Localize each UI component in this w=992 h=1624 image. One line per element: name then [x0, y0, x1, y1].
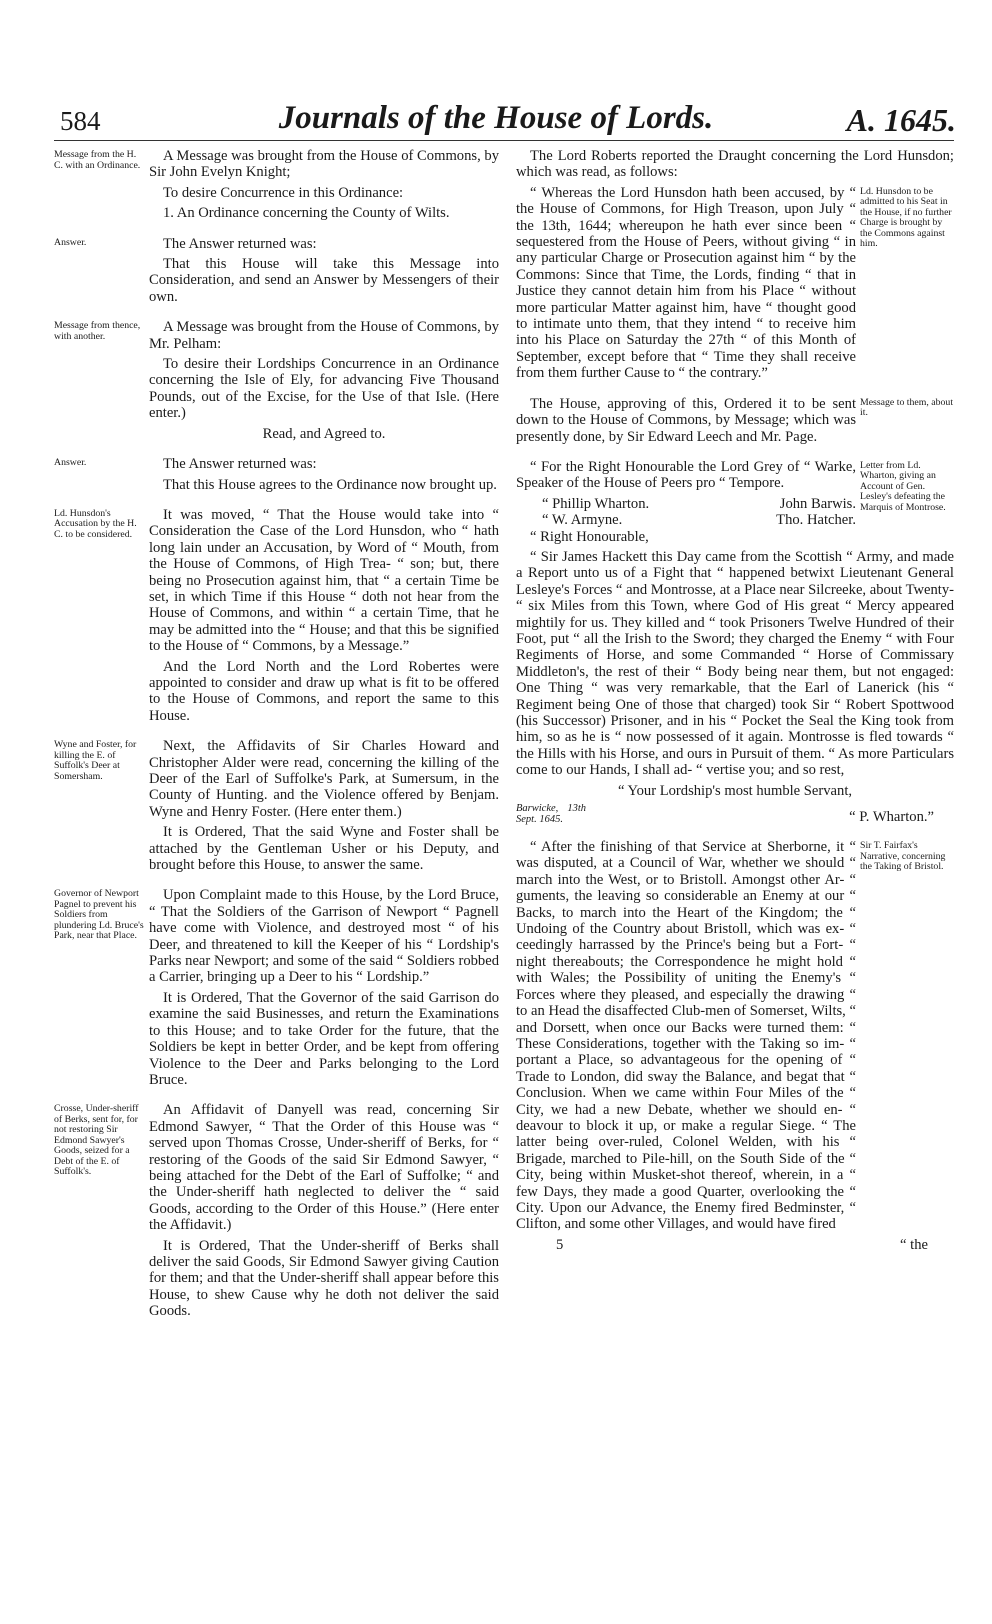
- letter-address: “ For the Right Honourable the Lord Grey of “ Warke, Speaker of the House of Peers pro “ Tempore.: [516, 458, 856, 492]
- signer: “ W. Armyne.: [542, 512, 623, 529]
- margin-note: Message from thence, with another.: [54, 320, 141, 342]
- paragraph: “ After the finishing of that Service at Sherborne, it “ was disputed, at a Council of War, whether we should “ march into the West, or to Bristoll. Amongst other Ar- “ guments, the leaving so considerable an Enemy at our “ Backs, to march into the Heart of the Kingdom; the “ Undoing of the Country about Bristoll, which was ex- “ ceedingly harrassed by the Prince's being but a Fort- “ night thereabouts; the Correspondence he might hold “ with Wales; the Possibility of uniting the Enemy's “ Forces where they pleased, and especially the drawing “ to an Head the disaffected Club-men of Somerset, Wilts, “ and Dorsett, when once our Backs were turned them: “ These Considerations, together with the Taking so im- “ portant a Place, so advantageous for the opening of “ Trade to London, did sway the Balance, and begat that “ Conclusion. When we came within Four Miles of the “ City, we had a new Debate, whether we should en- “ deavour to block it up, or make a regular Siege. “ The latter being over-ruled, Colonel Welden, with his “ Brigade, marched to Pile-hill, on the South Side of the “ City, being within Musket-shot thereof, wherein, in a “ few Days, they made a good Quarter, overlooking the “ City. Upon our Advance, the Enemy fired Bedminster, “ Clifton, and some other Villages, and would have fired: [516, 839, 856, 1233]
- catchword: “ the: [900, 1236, 928, 1253]
- paragraph: That this House will take this Message into Consideration, and send an Answer by Messengers of their own.: [149, 256, 499, 305]
- paragraph: To desire their Lordships Concurrence in an Ordinance concerning the Isle of Ely, for advancing Five Thousand Pounds, out of the Excise, for the Use of that Isle. (Here enter.): [149, 356, 499, 422]
- entry-wilts-message: [54, 148, 499, 222]
- letter-salutation: “ Right Honourable,: [530, 528, 649, 545]
- header-rule: [54, 140, 954, 141]
- margin-note: Sir T. Fairfax's Narrative, concerning the Taking of Bristol.: [860, 840, 946, 873]
- margin-note: Answer.: [54, 236, 87, 248]
- paragraph: That this House agrees to the Ordinance now brought up.: [163, 476, 497, 493]
- paragraph: Read, and Agreed to.: [262, 425, 386, 442]
- page-foot: [516, 1237, 954, 1253]
- entry-hunsdon-draught: [516, 185, 954, 382]
- running-year: A. 1645.: [846, 102, 956, 138]
- margin-note: Governor of Newport Pagnel to prevent his Soldiers from plundering Ld. Bruce's Park, near that Place.: [54, 888, 144, 942]
- paragraph: 1. An Ordinance concerning the County of Wilts.: [163, 205, 450, 222]
- margin-note: Message to them, about it.: [860, 396, 954, 419]
- signature: “ P. Wharton.”: [849, 808, 934, 825]
- paragraph: And the Lord North and the Lord Robertes were appointed to consider and draw up what is fit to be offered to the House of Commons, and report the same to this House.: [149, 658, 499, 724]
- paragraph: An Affidavit of Danyell was read, concerning Sir Edmond Sawyer, “ That the Order of this House was “ served upon Thomas Crosse, Under-sheriff of Berks, for “ restoring of the Goods of the said Sir Edmond Sawyer, “ being attached for the Debt of the Earl of Suffolke; “ and the Under-sheriff hath neglected to deliver the “ said Goods, according to the Order of this House.” (Here enter the Affidavit.): [149, 1102, 499, 1234]
- paragraph: The Answer returned was:: [163, 456, 317, 473]
- entry-answer-2: [54, 456, 499, 493]
- left-column: [54, 148, 499, 1588]
- margin-note: Crosse, Under-sheriff of Berks, sent for, for not restoring Sir Edmond Sawyer's Goods, seized for a Debt of the E. of Suffolk's.: [54, 1103, 139, 1178]
- signers-row: [516, 512, 856, 528]
- entry-hunsdon-accusation: [54, 507, 499, 724]
- paragraph: It is Ordered, That the Under-sheriff of Berks shall deliver the said Goods, Sir Edmond Sawyer giving Caution for them; and that the Under-sheriff shall appear before this House, to shew Cause why he doth not deliver the said Goods.: [149, 1237, 499, 1320]
- signers-row: [516, 496, 856, 512]
- entry-newport-pagnel: [54, 887, 499, 1088]
- signer: John Barwis.: [779, 495, 856, 512]
- margin-note: Message from the H. C. with an Ordinance.: [54, 149, 141, 171]
- margin-note: Letter from Ld. Wharton, giving an Account of Gen. Lesley's defeating the Marquis of Montrose.: [860, 459, 946, 513]
- paragraph: Next, the Affidavits of Sir Charles Howard and Christopher Alder were read, concerning the killing of the Deer of the Earl of Suffolke's Park, at Sumersum, in the County of Hunting. and the Violence offered by Benjam. Wyne and Henry Foster. (Here enter them.): [149, 738, 499, 820]
- running-title: Journals of the House of Lords.: [278, 100, 714, 136]
- paragraph: A Message was brought from the House of Commons, by Sir John Evelyn Knight;: [149, 148, 499, 181]
- entry-fairfax-narrative: [516, 839, 954, 1233]
- paragraph: The House, approving of this, Ordered it to be sent down to the House of Commons, by Message; which was presently done, by Sir Edward Leech and Mr. Page.: [516, 395, 856, 445]
- page-number: 584: [60, 106, 101, 136]
- signer: “ Phillip Wharton.: [542, 495, 650, 512]
- paragraph: The Answer returned was:: [163, 235, 317, 252]
- right-column: [516, 148, 954, 1588]
- paragraph: Upon Complaint made to this House, by the Lord Bruce, “ That the Soldiers of the Garrison of Newport “ Pagnell have come with Violence, and destroyed most “ of his Deer, and threatened to kill the Keeper of his “ Lordship's Parks near Newport; and some of the said “ Soldiers robbed a Carrier, bringing up a Deer to his “ Lordship.”: [149, 887, 499, 986]
- letter-body: “ Sir James Hackett this Day came from the Scottish “ Army, and made a Report unto us of a Fight that “ happened betwixt Lieutenant General Lesleye's Forces “ and Montrosse, at a Place near Silcreeke, about Twenty- “ six Miles from this Town, where God of His great “ Mercy appeared mightily for us. They killed and “ took Prisoners Twelve Hundred of their Foot, put “ all the Irish to the Sword; they charged the Enemy “ with Four Regiments of Horse, and some Commanded “ Horse of Commissary Middleton's, the rest of their “ Body being near them, but not engaged: One Thing “ was very remarkable, that the Earl of Lanerick (his “ Regiment being One of those that charged) took Sir “ Robert Spottwood (his Successor) Prisoner, and in his “ Pocket the Seal the King took from him, so as he is “ now possessed of it again. Montrosse is fled towards “ the Hills with his Horse, and ours in Pursuit of them. “ As more Particulars come to our Hands, I shall ad- “ vertise you; and so rest,: [516, 548, 954, 779]
- margin-note: Ld. Hunsdon to be admitted to his Seat in the House, if no further Charge is brought by the Commons against him.: [860, 185, 952, 250]
- entry-wharton-letter: [516, 459, 954, 529]
- margin-note: Answer.: [54, 457, 87, 469]
- letter-closing: “ Your Lordship's most humble Servant,: [617, 782, 853, 799]
- margin-note: Wyne and Foster, for killing the E. of Suffolk's Deer at Somersham.: [54, 739, 137, 782]
- signature-mark: 5: [556, 1236, 564, 1253]
- paragraph: It was moved, “ That the House would take into “ Consideration the Case of the Lord Hunsdon, who “ hath long lain under an Accusation, by Word of “ Mouth, from the House of Commons, of High Trea- “ son; but, there being no Prosecution against him, that “ a certain Time be set, in which Time if this House “ doth not hear from the House of Commons, and within “ a certain Time, that he may be admitted into the “ House; and that this be signified to the House of “ Commons, by a Message.”: [149, 506, 499, 655]
- paragraph: It is Ordered, That the said Wyne and Foster shall be attached by the Gentleman Usher or his Deputy, and brought before this House, to answer the same.: [149, 824, 499, 874]
- entry-crosse-undersheriff: [54, 1102, 499, 1319]
- report-intro: The Lord Roberts reported the Draught concerning the Lord Hunsdon; which was read, as follows:: [516, 148, 954, 181]
- letter-signoff: [516, 803, 954, 825]
- paragraph: It is Ordered, That the Governor of the said Garrison do examine the said Businesses, and return the Examinations to this House; and to take Order for the future, that the Soldiers be kept in better Order, and be kept from offering Violence to the Deer and Parks belonging to the Lord Bruce.: [149, 989, 499, 1088]
- page-header: [0, 100, 992, 144]
- place-date: Barwicke, 13th Sept. 1645.: [516, 803, 586, 826]
- paragraph: “ Whereas the Lord Hunsdon hath been accused, by “ the House of Commons, for High Treason, upon July “ the 13th, 1644; whereupon he hath ever since been “ sequestered from the House of Peers, without giving “ in any particular Charge or Prosecution against him “ by the Commons: Since that Time, the Lords, finding “ that in Justice they cannot detain him from his Place “ without more particular Matter against him, have “ thought good to intimate unto them, that they intend “ to receive him into his Place on Saturday the 27th “ of this Month of September, except before that “ Time they shall receive from them further Cause to “ the contrary.”: [516, 184, 856, 382]
- margin-note: Ld. Hunsdon's Accusation by the H. C. to be considered.: [54, 507, 137, 540]
- signer: Tho. Hatcher.: [776, 512, 856, 529]
- entry-answer-1: [54, 236, 499, 306]
- entry-ely-message: [54, 319, 499, 442]
- paragraph: A Message was brought from the House of Commons, by Mr. Pelham:: [149, 319, 499, 352]
- entry-message-about: [516, 396, 954, 445]
- paragraph: To desire Concurrence in this Ordinance:: [163, 184, 404, 201]
- entry-wyne-foster: [54, 738, 499, 873]
